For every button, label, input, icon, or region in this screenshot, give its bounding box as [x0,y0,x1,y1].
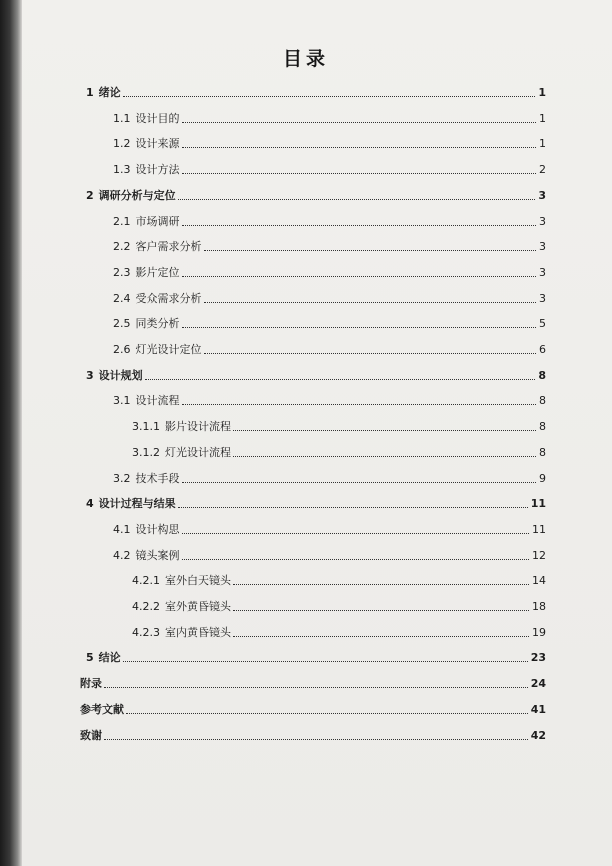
toc-entry-title: 参考文献 [80,702,124,716]
toc-entry-title: 影片设计流程 [165,420,231,434]
toc-entry-title: 镜头案例 [135,548,180,562]
toc-entry-title: 设计构思 [135,522,180,536]
toc-entry-number: 2.5 [113,317,131,331]
toc-entry-number: 1 [86,86,94,99]
toc-entry-number: 2.2 [113,240,131,254]
toc-entry-number: 5 [86,651,94,665]
toc-entry[interactable] [113,106,546,126]
toc-entry-number: 2.4 [113,291,131,305]
toc-entry-title: 附录 [80,677,102,691]
toc-dot-leader [182,482,537,483]
toc-dot-leader [204,250,537,251]
toc-entry[interactable] [113,286,546,306]
toc-entry-page-number: 8 [539,420,546,434]
toc-entry[interactable] [80,697,546,717]
toc-entry-title: 设计流程 [135,394,180,408]
toc-entry-number: 3.1 [113,394,131,408]
toc-dot-leader [182,225,537,226]
toc-entry[interactable] [86,645,546,665]
toc-entry-number: 2.1 [113,214,131,228]
toc-entry-title: 室外白天镜头 [165,574,231,588]
toc-entry-number: 2.6 [113,343,131,356]
toc-entry-page-number: 8 [539,445,546,459]
toc-entry[interactable] [113,466,546,486]
toc-dot-leader [126,713,528,714]
toc-dot-leader [182,276,537,277]
toc-dot-leader [233,584,529,585]
toc-entry-page-number: 11 [532,522,546,536]
toc-entry[interactable] [86,363,546,383]
toc-dot-leader [182,122,537,123]
toc-entry-number: 3.2 [113,471,131,485]
toc-entry[interactable] [86,491,546,511]
toc-entry-title: 设计过程与结果 [98,497,176,511]
toc-entry-number: 1.1 [113,111,131,125]
toc-entry-number: 4.2.1 [132,574,160,588]
toc-entry-page-number: 3 [539,240,546,254]
toc-dot-leader [182,327,537,328]
toc-entry-page-number: 8 [539,394,546,408]
toc-entry[interactable] [113,209,546,229]
toc-entry[interactable] [113,543,546,563]
toc-dot-leader [233,456,536,457]
toc-entry-page-number: 9 [539,471,546,485]
toc-entry-number: 4.1 [113,522,131,536]
toc-entry-page-number: 12 [532,548,546,562]
toc-entry-page-number: 41 [530,702,546,716]
toc-entry-page-number: 23 [530,651,546,665]
toc-entry-page-number: 11 [530,497,546,511]
toc-entry-title: 影片定位 [135,265,180,279]
toc-entry-title: 同类分析 [135,317,180,331]
toc-entry-number: 2.3 [113,265,131,279]
toc-entry-title: 市场调研 [135,214,180,228]
toc-entry-number: 3 [86,368,94,382]
toc-entry-page-number: 5 [539,317,546,331]
toc-entry[interactable] [113,311,546,331]
toc-entry-page-number: 24 [530,677,546,691]
toc-entry-number: 2 [86,188,94,202]
toc-dot-leader [123,661,528,662]
toc-dot-leader [178,199,536,200]
toc-entry-title: 调研分析与定位 [98,188,176,202]
toc-entry-number: 3.1.1 [132,420,160,434]
toc-entry-title: 绪论 [98,86,121,99]
toc-entry-number: 4 [86,497,94,511]
toc-entry-number: 1.3 [113,163,131,177]
toc-entry[interactable] [113,337,546,357]
toc-entry[interactable] [113,388,546,408]
toc-entry[interactable] [132,568,546,588]
toc-entry-page-number: 3 [538,188,546,202]
toc-dot-leader [182,559,530,560]
toc-entry-page-number: 18 [532,600,546,613]
toc-entry-page-number: 42 [530,728,546,742]
toc-entry[interactable] [86,183,546,203]
toc-entry-title: 客户需求分析 [135,240,202,254]
toc-entry-number: 4.2.2 [132,600,160,613]
toc-dot-leader [182,404,537,405]
toc-entry[interactable] [113,260,546,280]
toc-entry-title: 设计规划 [98,368,143,382]
toc-entry-page-number: 8 [538,368,546,382]
toc-entry-page-number: 1 [538,86,546,99]
toc-entry-number: 1.2 [113,137,131,151]
toc-entry[interactable] [80,671,546,691]
toc-entry-page-number: 1 [539,137,546,151]
toc-entry-title: 灯光设计定位 [135,343,202,356]
toc-entry-title: 致谢 [80,728,102,742]
toc-entry[interactable] [132,414,546,434]
toc-dot-leader [204,353,537,354]
toc-entry[interactable] [113,234,546,254]
toc-dot-leader [233,430,536,431]
toc-entry-title: 设计方法 [135,163,180,177]
toc-dot-leader [233,610,529,611]
toc-entry[interactable] [132,594,546,614]
toc-entry[interactable] [113,131,546,151]
toc-entry-title: 灯光设计流程 [165,445,231,459]
toc-dot-leader [182,173,537,174]
toc-entry[interactable] [80,723,546,743]
toc-entry-title: 结论 [98,651,121,665]
toc-entry-page-number: 14 [532,574,546,588]
toc-entry[interactable] [132,620,546,640]
toc-entry[interactable] [113,157,546,177]
toc-entry[interactable] [132,440,546,460]
toc-dot-leader [104,739,528,740]
toc-dot-leader [233,636,529,637]
toc-dot-leader [182,147,537,148]
toc-dot-leader [145,379,536,380]
toc-entry-title: 技术手段 [135,471,180,485]
toc-dot-leader [178,507,528,508]
toc-entry-title: 室外黄昏镜头 [165,600,231,613]
toc-entry-page-number: 19 [532,625,546,639]
toc-dot-leader [104,687,528,688]
toc-entry-number: 4.2.3 [132,625,160,639]
toc-entry[interactable] [113,517,546,537]
toc-dot-leader [123,96,536,97]
page-title: 目录 [282,48,329,70]
toc-entry-title: 受众需求分析 [135,291,202,305]
toc-entry-title: 设计来源 [135,137,180,151]
toc-entry-title: 室内黄昏镜头 [165,625,231,639]
toc-dot-leader [204,302,537,303]
toc-entry-page-number: 3 [539,214,546,228]
toc-entry[interactable] [86,80,546,100]
toc-entry-number: 3.1.2 [132,445,160,459]
toc-entry-page-number: 1 [539,111,546,125]
toc-entry-number: 4.2 [113,548,131,562]
toc-entry-title: 设计目的 [135,111,180,125]
toc-entry-page-number: 6 [539,343,546,356]
toc-entry-page-number: 3 [539,291,546,305]
toc-dot-leader [182,533,530,534]
toc-entry-page-number: 3 [539,265,546,279]
toc-entry-page-number: 2 [539,163,546,177]
